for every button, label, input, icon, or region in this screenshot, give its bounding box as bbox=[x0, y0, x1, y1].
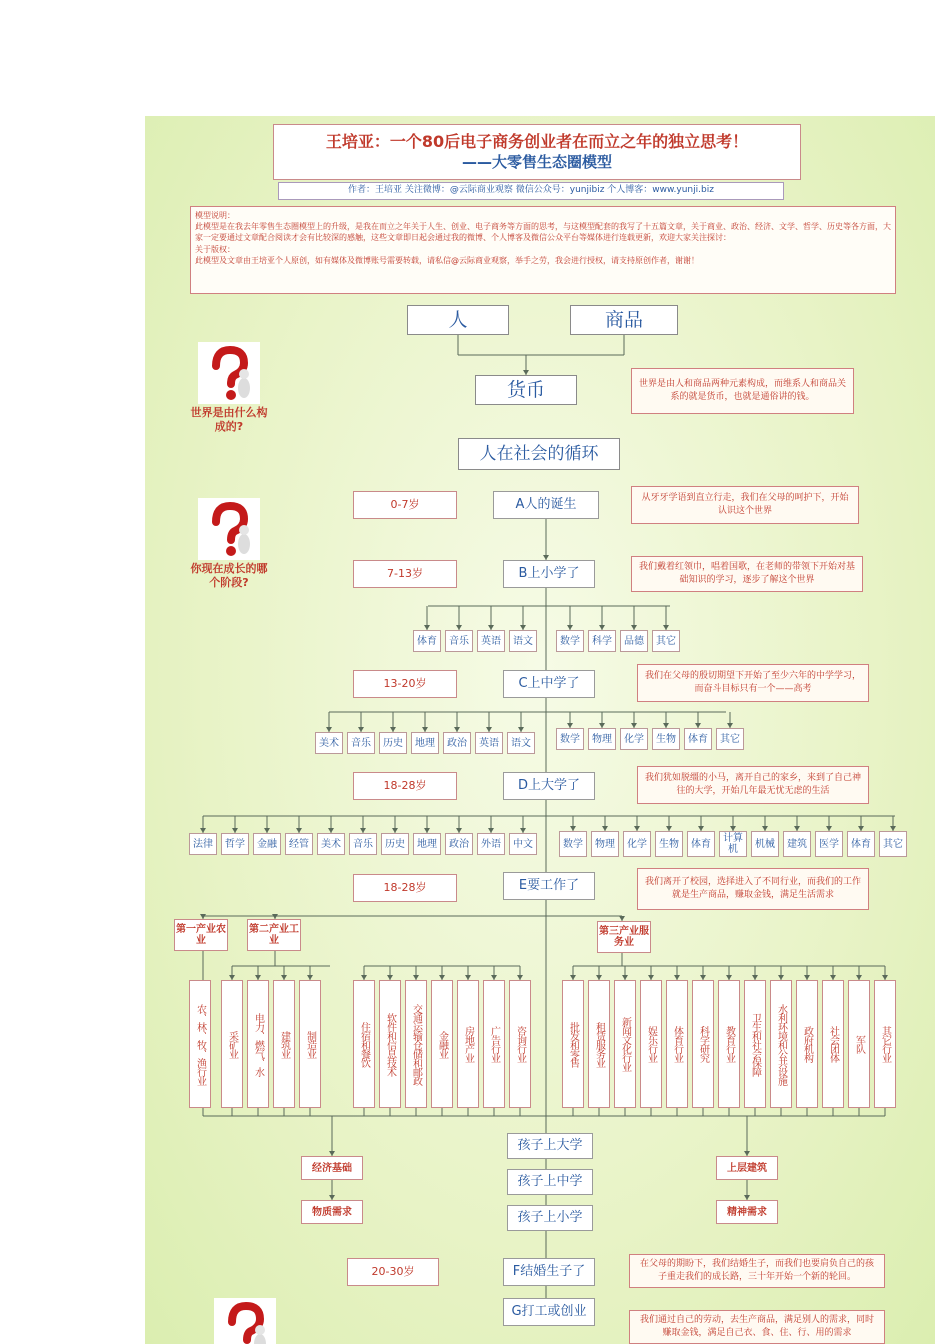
industry-box: 教育行业 bbox=[718, 980, 740, 1108]
industry-box: 卫生和社会保障 bbox=[744, 980, 766, 1108]
subject-box: 其它 bbox=[879, 831, 907, 857]
question-stage-text: 你现在成长的哪个阶段? bbox=[190, 562, 268, 589]
stage-f-note: 在父母的期盼下，我们结婚生子，而我们也要肩负自己的孩子重走我们的成长路，三十年开始一个新的轮回。 bbox=[629, 1254, 885, 1288]
material-needs: 物质需求 bbox=[301, 1200, 363, 1224]
subject-box: 历史 bbox=[381, 833, 409, 855]
industry-box: 批发和零售 bbox=[562, 980, 584, 1108]
industry-box: 水利环境和公共设施 bbox=[770, 980, 792, 1108]
stage-e: E要工作了 bbox=[503, 872, 595, 900]
stage-e-note: 我们离开了校园，选择进入了不同行业，而我们的工作就是生产商品，赚取金钱，满足生活需求 bbox=[637, 868, 869, 910]
subject-box: 物理 bbox=[588, 728, 616, 750]
child-primary-school: 孩子上小学 bbox=[507, 1205, 593, 1231]
subject-box: 英语 bbox=[477, 630, 505, 652]
main-title: 王培亚：一个80后电子商务创业者在而立之年的独立思考！ bbox=[325, 132, 749, 152]
subject-box: 体育 bbox=[684, 728, 712, 750]
subject-box: 法律 bbox=[189, 833, 217, 855]
subject-box: 地理 bbox=[413, 833, 441, 855]
subject-box: 数学 bbox=[556, 728, 584, 750]
subject-box: 哲学 bbox=[221, 833, 249, 855]
industry-box: 广告行业 bbox=[483, 980, 505, 1108]
subject-box: 医学 bbox=[815, 831, 843, 857]
copyright-text: 此模型及文章由王培亚个人原创，如有媒体及微博账号需要转载，请私信@云际商业观察，举手之劳，我会进行授权，请支持原创作者，谢谢！ bbox=[195, 255, 699, 265]
subject-box: 生物 bbox=[655, 831, 683, 857]
industry-box: 娱乐行业 bbox=[640, 980, 662, 1108]
subject-box: 语文 bbox=[507, 732, 535, 754]
industry-box: 电力、燃气、水 bbox=[247, 980, 269, 1108]
subject-box: 经管 bbox=[285, 833, 313, 855]
industry-box: 建筑业 bbox=[273, 980, 295, 1108]
industry-box: 新闻文化行业 bbox=[614, 980, 636, 1108]
child-middle-school: 孩子上中学 bbox=[507, 1169, 593, 1195]
subject-box: 物理 bbox=[591, 831, 619, 857]
subject-box: 音乐 bbox=[445, 630, 473, 652]
industry-box: 制造业 bbox=[299, 980, 321, 1108]
goods-node: 商品 bbox=[570, 305, 678, 335]
money-node: 货币 bbox=[475, 375, 577, 405]
subject-box: 计算机 bbox=[719, 831, 747, 857]
subject-box: 英语 bbox=[475, 732, 503, 754]
child-college: 孩子上大学 bbox=[507, 1133, 593, 1159]
subject-box: 科学 bbox=[588, 630, 616, 652]
question-mark-icon bbox=[214, 1298, 276, 1344]
industry-box: 科学研究 bbox=[692, 980, 714, 1108]
subject-box: 美术 bbox=[315, 732, 343, 754]
subject-box: 体育 bbox=[687, 831, 715, 857]
title-box bbox=[273, 124, 801, 180]
subject-box: 外语 bbox=[477, 833, 505, 855]
spiritual-needs: 精神需求 bbox=[716, 1200, 778, 1224]
industry-group-secondary: 第二产业工业 bbox=[247, 919, 301, 951]
subject-box: 建筑 bbox=[783, 831, 811, 857]
industry-box: 采矿业 bbox=[221, 980, 243, 1108]
industry-box: 房地产业 bbox=[457, 980, 479, 1108]
stage-a-note: 从牙牙学语到直立行走，我们在父母的呵护下，开始认识这个世界 bbox=[631, 486, 859, 524]
superstructure: 上层建筑 bbox=[716, 1156, 778, 1180]
description-box bbox=[190, 206, 896, 294]
stage-f-age: 20-30岁 bbox=[347, 1258, 439, 1286]
stage-c: C上中学了 bbox=[503, 670, 595, 698]
stage-b: B上小学了 bbox=[503, 560, 595, 588]
industry-box: 交通运输仓储和邮政 bbox=[405, 980, 427, 1108]
question-world-text: 世界是由什么构成的? bbox=[190, 406, 268, 433]
subject-box: 体育 bbox=[847, 831, 875, 857]
subject-box: 美术 bbox=[317, 833, 345, 855]
subject-box: 生物 bbox=[652, 728, 680, 750]
stage-g: G打工或创业 bbox=[503, 1298, 595, 1326]
stage-b-age: 7-13岁 bbox=[353, 560, 457, 588]
subject-box: 语文 bbox=[509, 630, 537, 652]
copyright-label: 关于版权： bbox=[195, 244, 235, 254]
stage-d-note: 我们犹如脱缰的小马，离开自己的家乡，来到了自己神往的大学，开始几年最无忧无虑的生活 bbox=[637, 766, 869, 804]
industry-box: 体育行业 bbox=[666, 980, 688, 1108]
subtitle: ——大零售生态圈模型 bbox=[461, 153, 612, 172]
question-stage bbox=[189, 498, 269, 590]
industry-box: 社会团体 bbox=[822, 980, 844, 1108]
money-note: 世界是由人和商品两种元素构成，而维系人和商品关系的就是货币，也就是通俗讲的钱。 bbox=[631, 368, 854, 414]
economic-base: 经济基础 bbox=[301, 1156, 363, 1180]
person-node: 人 bbox=[407, 305, 509, 335]
poster bbox=[145, 116, 935, 1344]
industry-box: 军队 bbox=[848, 980, 870, 1108]
subject-box: 机械 bbox=[751, 831, 779, 857]
subject-box: 政治 bbox=[443, 732, 471, 754]
industry-box: 金融业 bbox=[431, 980, 453, 1108]
stage-a: A人的诞生 bbox=[493, 491, 599, 519]
stage-d-age: 18-28岁 bbox=[353, 772, 457, 800]
stage-c-note: 我们在父母的殷切期望下开始了至少六年的中学学习，而奋斗目标只有一个——高考 bbox=[637, 664, 869, 702]
stage-f: F结婚生子了 bbox=[503, 1258, 595, 1286]
question-mark-icon bbox=[198, 498, 260, 560]
subject-box: 化学 bbox=[623, 831, 651, 857]
stage-g-note: 我们通过自己的劳动，去生产商品，满足别人的需求，同时赚取金钱，满足自己衣、食、住、行、用的需求 bbox=[629, 1310, 885, 1344]
industry-group-primary: 第一产业农业 bbox=[174, 919, 228, 951]
stage-e-age: 18-28岁 bbox=[353, 874, 457, 902]
industry-box: 其它行业 bbox=[874, 980, 896, 1108]
connector-lines bbox=[145, 116, 935, 1344]
stage-b-note: 我们戴着红领巾，唱着国歌，在老师的带领下开始对基础知识的学习，逐步了解这个世界 bbox=[631, 556, 863, 592]
subject-box: 金融 bbox=[253, 833, 281, 855]
subject-box: 其它 bbox=[652, 630, 680, 652]
industry-box: 农、林、牧、渔行业 bbox=[189, 980, 211, 1108]
subject-box: 数学 bbox=[559, 831, 587, 857]
subject-box: 品德 bbox=[620, 630, 648, 652]
industry-box: 住宿和餐饮 bbox=[353, 980, 375, 1108]
subject-box: 中文 bbox=[509, 833, 537, 855]
cycle-title: 人在社会的循环 bbox=[458, 438, 620, 470]
model-label: 模型说明： bbox=[195, 211, 235, 220]
stage-a-age: 0-7岁 bbox=[353, 491, 457, 519]
subject-box: 数学 bbox=[556, 630, 584, 652]
subject-box: 历史 bbox=[379, 732, 407, 754]
model-text: 此模型是在我去年零售生态圈模型上的升级，是我在而立之年关于人生、创业、电子商务等方面的思考，与这模型配套的我写了十五篇文章，关于商业、政治、经济、文学、哲学、历史等各方面，大家一定要通过文章配合阅读才会有比较深的感触，这些文章即日起会通过我的微博、个人博客及微信公众平台等媒体进行连载更新，欢迎大家关注探讨： bbox=[195, 222, 891, 243]
industry-box: 政府机构 bbox=[796, 980, 818, 1108]
industry-group-tertiary: 第三产业服务业 bbox=[597, 921, 651, 953]
stage-d: D上大学了 bbox=[503, 772, 595, 800]
subject-box: 体育 bbox=[413, 630, 441, 652]
stage-c-age: 13-20岁 bbox=[353, 670, 457, 698]
subject-box: 地理 bbox=[411, 732, 439, 754]
industry-box: 租赁服务业 bbox=[588, 980, 610, 1108]
question-mark-icon bbox=[198, 342, 260, 404]
subject-box: 音乐 bbox=[347, 732, 375, 754]
author-line: 作者：王培亚 关注微博：@云际商业观察 微信公众号：yunjibiz 个人博客：www.yunji.biz bbox=[278, 182, 784, 200]
question-icon-bottom bbox=[205, 1298, 285, 1344]
subject-box: 音乐 bbox=[349, 833, 377, 855]
subject-box: 化学 bbox=[620, 728, 648, 750]
subject-box: 政治 bbox=[445, 833, 473, 855]
industry-box: 咨询行业 bbox=[509, 980, 531, 1108]
subject-box: 其它 bbox=[716, 728, 744, 750]
industry-box: 软件和信息技术 bbox=[379, 980, 401, 1108]
question-world bbox=[189, 342, 269, 434]
